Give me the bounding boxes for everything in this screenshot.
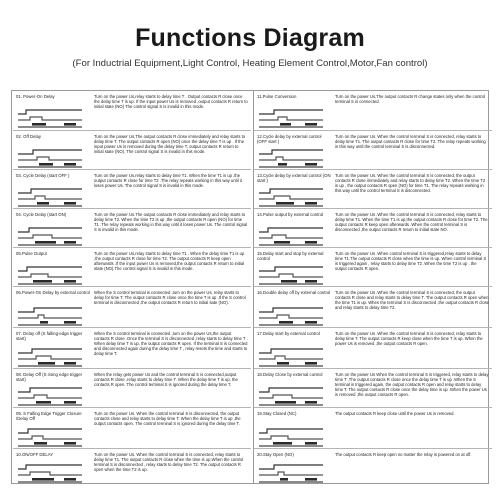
output-trace	[305, 362, 317, 365]
power-trace	[18, 189, 82, 193]
power-trace	[259, 388, 323, 392]
function-name: 02. Off Delay	[16, 134, 41, 139]
power-trace	[18, 388, 82, 392]
function-name: 01. Power-On Delay	[16, 94, 55, 99]
signal-trace	[259, 157, 323, 160]
signal-trace	[18, 395, 82, 398]
output-trace	[281, 280, 297, 283]
function-row	[254, 327, 492, 368]
power-trace	[259, 110, 323, 114]
function-name: 18.Delay Close by external control	[257, 372, 323, 377]
function-description: Turn on the power Us,relay starts to delay time T1. When the time T1 is up ,the output contacts R close for time T2 .The relay repeats working in this way until it loses power Us. The control signal S is invalid in this mode.	[94, 173, 242, 189]
output-trace	[34, 442, 47, 445]
power-trace	[18, 110, 82, 114]
output-trace	[280, 123, 291, 126]
timing-diagram-graphic	[16, 347, 88, 367]
timing-diagram	[257, 148, 329, 168]
timing-diagram	[16, 265, 88, 285]
signal-trace	[18, 274, 82, 277]
timing-diagram-graphic	[16, 463, 88, 483]
functions-table	[11, 90, 489, 484]
output-trace	[278, 163, 287, 166]
timing-diagram-graphic	[257, 463, 329, 483]
function-description: Turn on the power Us,relay starts to delay time T . Output contacts R close once the delay time T is up. If the input power Us is removed ,output contacts R return to initial state (NO) The control signal S is invalid in this mode.	[94, 94, 248, 110]
timing-diagram	[16, 226, 88, 246]
output-trace	[277, 362, 289, 365]
timing-diagram	[257, 265, 329, 285]
function-description: Turn on the power Us,The output contacts R change states only when the control terminal S is connected.	[335, 94, 486, 105]
function-name: 10.ON/OFF DELAY	[16, 452, 54, 457]
signal-trace	[18, 315, 82, 318]
timing-diagram-graphic	[16, 386, 88, 406]
timing-diagram	[257, 187, 329, 207]
function-name: 15.Delay start and stop by external control	[257, 251, 324, 261]
output-trace	[305, 321, 317, 324]
function-description: Turn on the power Us .When the control terminal S is connected, relay starts to delay time T. The output contacts R keep close when the time T is up. When the power Us is removed ,the output contacts R open.	[335, 331, 483, 347]
timing-diagram-graphic	[257, 226, 329, 246]
output-trace	[39, 163, 53, 166]
timing-diagram-graphic	[16, 187, 88, 207]
timing-diagram-graphic	[257, 265, 329, 285]
timing-diagram-graphic	[16, 427, 88, 447]
signal-trace	[259, 395, 323, 398]
output-trace	[38, 362, 55, 365]
output-trace	[305, 478, 317, 481]
function-row	[13, 169, 251, 208]
output-trace	[37, 202, 49, 205]
output-trace	[64, 280, 76, 283]
function-row	[254, 247, 492, 286]
output-trace	[305, 163, 317, 166]
signal-trace	[259, 356, 323, 359]
output-trace	[305, 280, 317, 283]
timing-diagram	[16, 386, 88, 406]
function-name: 14.Pulse output by external control	[257, 212, 324, 217]
function-name: 11.Pulse Conversion	[257, 94, 297, 99]
power-trace	[259, 308, 323, 312]
function-name: 03. Cycle Delay (start OFF )	[16, 173, 70, 178]
power-trace	[259, 189, 323, 193]
output-trace	[35, 241, 56, 244]
power-trace	[18, 267, 82, 271]
function-description: Turn on the power Us .When the control terminal S is connected, the output contacts R close and relay starts to delay time T. The output contacts R open when the time T1 is up. When the terminal S is disconnected ,the output contacts R close and relay starts to delay time T2.	[335, 290, 490, 311]
function-row	[13, 368, 251, 407]
function-name: 13.Cycle delay by external control (ON start )	[257, 173, 331, 183]
output-trace	[64, 362, 76, 365]
function-name: 06.Power-On Delay by external control	[16, 290, 90, 295]
function-description: Turn on the power Us. When the control terminal S is connected, relay starts to delay time T1. The output contacts R close for time T2. The relay repeats working in this way until the control terminal S is disconnected.	[335, 134, 486, 150]
signal-trace	[259, 472, 323, 475]
power-trace	[259, 429, 323, 433]
output-trace	[64, 321, 76, 324]
signal-trace	[259, 117, 323, 120]
timing-diagram	[257, 306, 329, 326]
function-name: 17.Delay start by external control	[257, 331, 320, 336]
signal-trace	[259, 196, 323, 199]
timing-diagram-graphic	[257, 306, 329, 326]
power-trace	[259, 349, 323, 353]
function-row	[254, 448, 492, 484]
timing-diagram-graphic	[16, 265, 88, 285]
timing-diagram	[16, 148, 88, 168]
function-name: 16.Double delay off by external control	[257, 290, 331, 295]
signal-trace	[18, 196, 82, 199]
function-row	[254, 208, 492, 247]
diagram-title: Functions Diagram	[135, 24, 365, 52]
output-trace	[64, 442, 76, 445]
timing-diagram	[257, 226, 329, 246]
timing-diagram-graphic	[257, 427, 329, 447]
timing-diagram-graphic	[16, 108, 88, 128]
output-trace	[64, 123, 76, 126]
function-description: When the S control terminal is connected ,turn on the power Us, relay starts to delay for time T. The output contacts R close once the time T is up .If the S control terminal is disconnected ,the output contacts R return to initial sate (NO).	[94, 290, 246, 306]
function-row	[13, 327, 251, 368]
output-trace	[275, 401, 296, 404]
output-trace	[305, 401, 317, 404]
timing-diagram-graphic	[16, 226, 88, 246]
timing-diagram	[16, 187, 88, 207]
signal-trace	[18, 472, 82, 475]
function-description: When the relay gets power Us and the control terminal S is connected,output contacts R close ,relay starts to delay time T. When the delay time T is up, the contacts R open. The control terminal S is ignored during the delay time T.	[94, 372, 238, 388]
power-trace	[18, 429, 82, 433]
signal-trace	[259, 235, 323, 238]
function-name: 08. Delay Off (S rising edge trigger start)	[16, 372, 83, 382]
function-row	[13, 448, 251, 484]
function-row	[13, 286, 251, 327]
timing-diagram	[16, 427, 88, 447]
timing-diagram	[257, 463, 329, 483]
output-trace	[280, 478, 288, 481]
output-trace	[305, 123, 317, 126]
signal-trace	[18, 235, 82, 238]
output-trace	[273, 442, 292, 445]
function-description: Turn on the power Us.The output contacts R close immediately and relay starts to delay time T2. When the time T2 is up ,the output contacts R open (NO) for time T1 .The relay repeats working in this way until it loses power Us. The control signal S is invalid in this mode.	[94, 212, 248, 233]
timing-diagram	[16, 463, 88, 483]
function-name: 05.Pulse Output	[16, 251, 47, 256]
function-name: 20.Stay Open (NO)	[257, 452, 294, 457]
signal-trace	[18, 356, 82, 359]
function-row	[254, 91, 492, 130]
output-trace	[36, 401, 51, 404]
timing-diagram	[16, 108, 88, 128]
timing-diagram-graphic	[16, 148, 88, 168]
signal-trace	[259, 315, 323, 318]
output-trace	[276, 202, 294, 205]
signal-trace	[259, 436, 323, 439]
function-description: Turn on the power Us. When the control terminal S is disconnected, the output contacts close and relay starts to delay time T. When the delay time T is up ,the output contacts open. The control terminal S is ignored during the delay time T.	[94, 411, 241, 427]
output-trace	[32, 123, 46, 126]
power-trace	[259, 465, 323, 469]
timing-diagram	[257, 386, 329, 406]
signal-trace	[259, 274, 323, 277]
signal-trace	[18, 117, 82, 120]
function-row	[13, 247, 251, 286]
timing-diagram-graphic	[257, 386, 329, 406]
function-name: 19.Stay Closed (NC)	[257, 411, 297, 416]
function-description: When the S control terminal is connected ,turn on the power Us,the output contacts R close .Once the terminal S is disconnected ,relay starts to delay time T . When delay time T is up, the output contacts R open. If the terminal S is connected and disconnected again during the delay time T , relay resets the time and starts to delay time T.	[94, 331, 248, 357]
timing-diagram	[257, 347, 329, 367]
function-name: 07. Delay off (S falling-edge trigger start)	[16, 331, 83, 341]
power-trace	[18, 228, 82, 232]
function-row	[13, 91, 251, 130]
output-trace	[279, 321, 293, 324]
function-description: Turn on the power Us. When the control terminal S is connected, relay starts to delay time T1. The output contacts R close when the time is up.When the control terminal S is disconnected , relay starts to delay time T2. The output contacts R open when the time T2 is up.	[94, 452, 244, 473]
power-trace	[259, 228, 323, 232]
function-description: Turn on the power Us,relay starts to delay time T1 . When the delay time T1 is up ,the output contacts R close for time T2. The output contacts R keep open afterwards .If the input power Us is removed,the output contacts R return to initial state (NO).The control signal S is invalid in this mode.	[94, 251, 245, 272]
function-description: Turn on the power Us When the control terminal S is triggered, relay starts to delay time T .The output contacts R close once the delay time T is up .When the S terminal is triggered again, the output contacts R open and relay starts to delay time T. The output contacts R close once the delay time is up .When the power Us is removed ,the output contacts R open.	[335, 372, 489, 398]
function-description: Turn on the power Us .When control terminal S is triggered,relay starts to delay time T1.The output contacts R close when the time is up. When control terminal S is triggered again , relay starts to delay time T2 .When the time T2 is up , the output contacts R open.	[335, 251, 487, 272]
output-trace	[64, 241, 76, 244]
output-trace	[33, 280, 52, 283]
output-trace	[64, 163, 76, 166]
power-trace	[259, 150, 323, 154]
signal-trace	[18, 157, 82, 160]
output-trace	[40, 321, 48, 324]
timing-diagram	[16, 347, 88, 367]
power-trace	[18, 308, 82, 312]
output-trace	[305, 202, 317, 205]
function-row	[13, 130, 251, 169]
function-name: 04. Cycle Delay (start ON)	[16, 212, 67, 217]
function-description: The output contacts R keep close until the power Us is removed.	[335, 411, 455, 416]
timing-diagram-graphic	[257, 108, 329, 128]
power-trace	[259, 267, 323, 271]
timing-diagram-graphic	[16, 306, 88, 326]
function-description: The output contacts R keep open no matter the relay is powered on at off.	[335, 452, 472, 457]
power-trace	[18, 349, 82, 353]
function-description: Turn on the power Us. When the control terminal S is connected, the output contacts R close immediately and relay starts to delay time T2. When the time T2 is up , the output contacts R open (NO) for time T1. The relay repeats working in this way until the control terminal S is disconnected.	[335, 173, 486, 194]
output-trace	[64, 478, 76, 481]
timing-diagram	[257, 108, 329, 128]
function-row	[254, 130, 492, 169]
function-row	[13, 407, 251, 448]
power-trace	[18, 465, 82, 469]
function-description: Turn on the power Us .When the control terminal S is connected, relay starts to delay time T1. When the time T1 is up,the output contacts R close for time T2. The output contacts R keep open afterwards .When the control terminal S is disconnected ,the output contacts R return to initial state NO.	[335, 212, 488, 233]
function-name: 09. S Falling Edge Trigger Closure /Delay Off	[16, 411, 82, 421]
function-row	[254, 286, 492, 327]
timing-diagram	[257, 427, 329, 447]
output-trace	[64, 202, 76, 205]
function-row	[13, 208, 251, 247]
timing-diagram	[16, 306, 88, 326]
function-description: Turn on the power Us,The output contacts R close immediately and relay starts to delay time T. The output contacts R open (NO) once the delay time T is up . If the input power Us is removed during the delay time T, output contacts R return to initial state (NO). The control signal S is invalid in this mode.	[94, 134, 246, 155]
function-row	[254, 368, 492, 407]
diagram-subtitle: (For Inductrial Equipment,Light Control, Heating Element Control,Motor,Fan control)	[72, 58, 428, 69]
output-trace	[305, 442, 317, 445]
function-row	[254, 407, 492, 448]
timing-diagram-graphic	[257, 187, 329, 207]
function-name: 12.Cycle delay by external control (OFF start )	[257, 134, 322, 144]
output-trace	[274, 241, 290, 244]
signal-trace	[18, 436, 82, 439]
power-trace	[18, 150, 82, 154]
output-trace	[64, 401, 76, 404]
output-trace	[305, 241, 317, 244]
timing-diagram-graphic	[257, 347, 329, 367]
output-trace	[32, 478, 54, 481]
timing-diagram-graphic	[257, 148, 329, 168]
function-row	[254, 169, 492, 208]
